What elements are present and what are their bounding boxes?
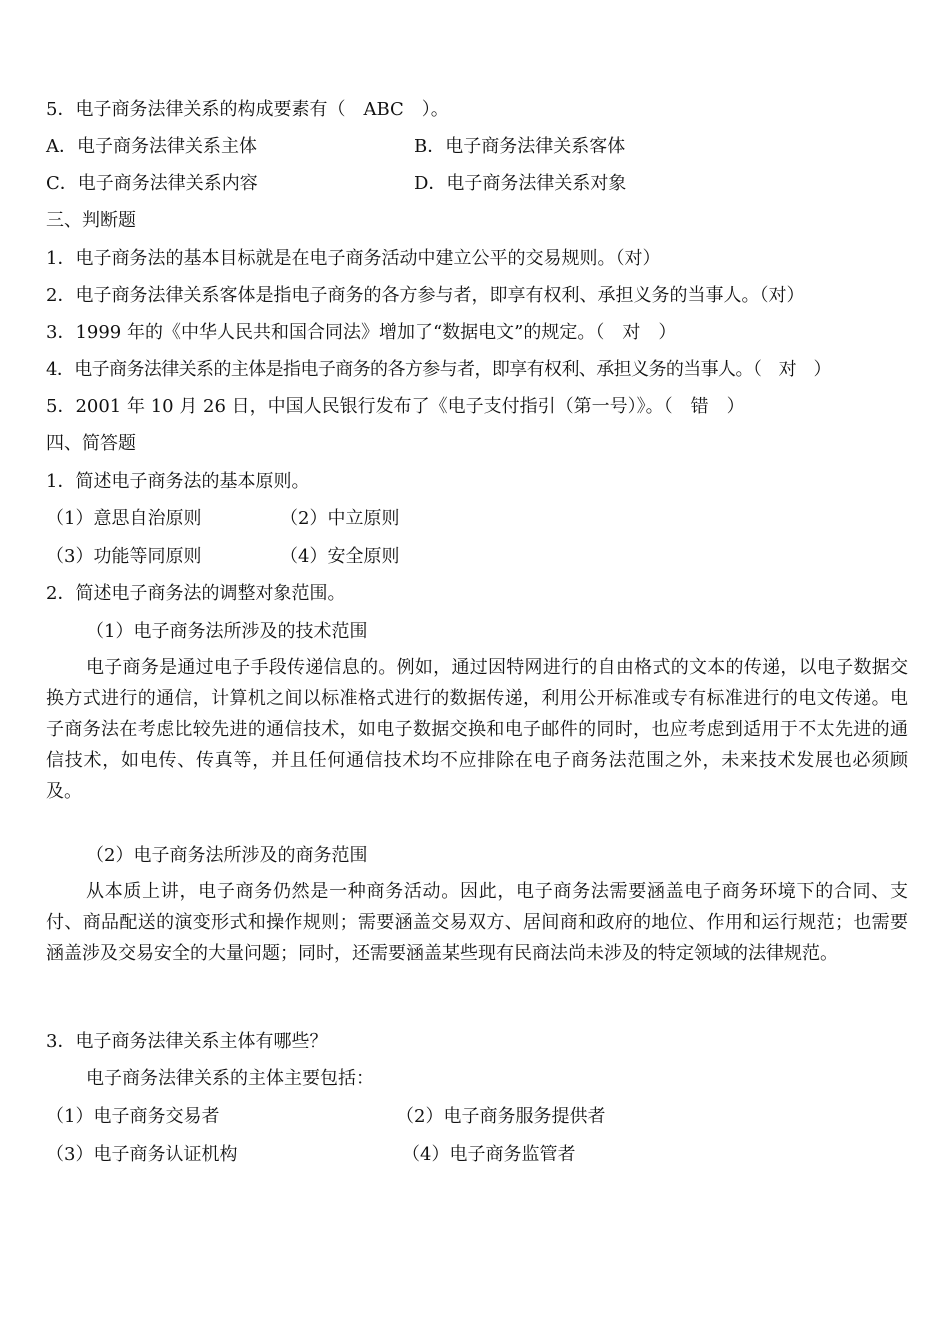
subject-3: （3）电子商务认证机构 bbox=[46, 1144, 238, 1165]
subheading-business-scope: （2）电子商务法所涉及的商务范围 bbox=[86, 845, 368, 866]
judgment-item-2: 2．电子商务法律关系客体是指电子商务的各方参与者，即享有权利、承担义务的当事人。（对） bbox=[46, 285, 805, 306]
option-d: D．电子商务法律关系对象 bbox=[414, 173, 627, 194]
section-heading-short-answer: 四、简答题 bbox=[46, 433, 136, 454]
short-question-2-title: 2．简述电子商务法的调整对象范围。 bbox=[46, 583, 346, 604]
principle-1: （1）意思自治原则 bbox=[46, 508, 202, 529]
short-question-1-title: 1．简述电子商务法的基本原则。 bbox=[46, 471, 310, 492]
paragraph-business-scope: 从本质上讲，电子商务仍然是一种商务活动。因此，电子商务法需要涵盖电子商务环境下的合同、支付、商品配送的演变形式和操作规则；需要涵盖交易双方、居间商和政府的地位、作用和运行规范；也需要涵盖涉及交易安全的大量问题；同时，还需要涵盖某些现有民商法尚未涉及的特定领域的法律规范。 bbox=[46, 881, 908, 964]
section-heading-judgment: 三、判断题 bbox=[46, 210, 136, 231]
question-5-stem: 5．电子商务法律关系的构成要素有（ ABC ）。 bbox=[46, 99, 449, 120]
option-c: C．电子商务法律关系内容 bbox=[46, 173, 258, 194]
principle-3: （3）功能等同原则 bbox=[46, 546, 202, 567]
judgment-item-5: 5．2001 年 10 月 26 日，中国人民银行发布了《电子支付指引（第一号）》。（ 错 ） bbox=[46, 396, 745, 417]
judgment-item-3: 3．1999 年的《中华人民共和国合同法》增加了“数据电文”的规定。（ 对 ） bbox=[46, 322, 677, 343]
principle-2: （2）中立原则 bbox=[280, 508, 400, 529]
subheading-technical-scope: （1）电子商务法所涉及的技术范围 bbox=[86, 621, 368, 642]
subject-2: （2）电子商务服务提供者 bbox=[396, 1106, 606, 1127]
subjects-intro: 电子商务法律关系的主体主要包括： bbox=[86, 1068, 374, 1089]
option-a: A．电子商务法律关系主体 bbox=[46, 136, 257, 157]
subject-4: （4）电子商务监管者 bbox=[402, 1144, 576, 1165]
principle-4: （4）安全原则 bbox=[280, 546, 400, 567]
short-question-3-title: 3．电子商务法律关系主体有哪些？ bbox=[46, 1031, 328, 1052]
judgment-item-1: 1．电子商务法的基本目标就是在电子商务活动中建立公平的交易规则。（对） bbox=[46, 248, 661, 269]
judgment-item-4: 4．电子商务法律关系的主体是指电子商务的各方参与者，即享有权利、承担义务的当事人。（ 对 ） bbox=[46, 359, 831, 380]
option-b: B．电子商务法律关系客体 bbox=[414, 136, 626, 157]
subject-1: （1）电子商务交易者 bbox=[46, 1106, 220, 1127]
paragraph-technical-scope: 电子商务是通过电子手段传递信息的。例如，通过因特网进行的自由格式的文本的传递，以电子数据交换方式进行的通信，计算机之间以标准格式进行的数据传递，利用公开标准或专有标准进行的电文传递。电子商务法在考虑比较先进的通信技术，如电子数据交换和电子邮件的同时，也应考虑到适用于不太先进的通信技术，如电传、传真等，并且任何通信技术均不应排除在电子商务法范围之外，未来技术发展也必须顾及。 bbox=[46, 657, 908, 802]
